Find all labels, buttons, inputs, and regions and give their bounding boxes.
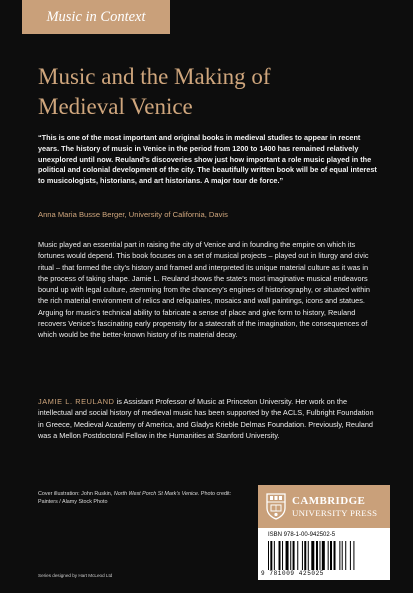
cover-credit-prefix: Cover illustration: John Ruskin, (38, 491, 114, 497)
barcode-bar (282, 541, 283, 570)
barcode-bar (293, 541, 295, 570)
book-title (38, 62, 378, 122)
publisher-name-line2: UNIVERSITY PRESS (292, 507, 378, 518)
cover-credit-artwork: North West Porch St Mark’s Venice (113, 491, 198, 497)
barcode-bar (319, 541, 320, 570)
barcode-bar (304, 541, 306, 570)
barcode-bar (342, 541, 343, 570)
book-description: Music played an essential part in raising the city of Venice and in founding the empire on which its fortunes would depend. This book focuses on a set of musical projects – played out in liturgy and civic ritual – that formed the city’s history and framed and interpreted its unique material culture as it was in the process of taking shape. Jamie L. Reuland shows the state’s most imaginative musical endeavors bound up with legal culture, stemming from the chancery’s engines of historiography, or situated within the rich material environment of relics and reliquaries, mosaics and wall paintings, icons and statues. Arguing for music’s technical ability to fabricate a sense of place and give form to history, Reuland recovers Venice’s fascinating early propensity for a statecraft of the imagination, the consequences of which would be the better-known history of its material decay. (38, 240, 371, 340)
barcode-bar (274, 541, 275, 570)
barcode-bar (279, 541, 281, 570)
barcode-bar (286, 541, 289, 570)
barcode-bar (302, 541, 303, 570)
author-bio (38, 396, 380, 441)
barcode-bar (334, 541, 336, 570)
cover-credit-suffix: . Photo credit: Painters / Alamy Stock Photo (38, 491, 232, 506)
author-bio-text: is Assistant Professor of Music at Princeton University. Her work on the intellectual and social history of medieval music has been supported by the ACLS, Fulbright Foundation in Greece, Medieval Academy of America, and Gladys Krieble Delmas Foundation. Previously, Reuland was a Mellon Postdoctoral Fellow in the Humanities at Stanford University. (38, 397, 374, 440)
series-design-credit: Series designed by Hart McLeod Ltd (38, 573, 113, 578)
book-title-line1: Music and the Making of (38, 64, 271, 89)
barcode-bar (297, 541, 298, 570)
shield-icon (266, 493, 286, 520)
barcode-bar (316, 541, 318, 570)
barcode-bar (353, 541, 354, 570)
series-label: Music in Context (22, 0, 170, 34)
barcode-bar (350, 541, 351, 570)
endorsement-quote: “This is one of the most important and original books in medieval studies to appear in recent years. The history of music in Venice in the period from 1200 to 1400 has remained relatively unexplored until now. Reuland’s discoveries show just how important a role music played in the political and colonial development of the city. The beautifully written book will be of equal interest to musicologists, historians, and art historians. A major tour de force.” (38, 133, 377, 186)
author-name: JAMIE L. REULAND (38, 397, 115, 406)
barcode-bar (339, 541, 340, 570)
publisher-logo (258, 485, 390, 528)
barcode-bar (330, 541, 332, 570)
barcode-bar (268, 541, 269, 570)
isbn-label: ISBN 978-1-00-942502-5 (268, 532, 336, 538)
book-title-line2: Medieval Venice (38, 94, 193, 119)
cover-credit (38, 490, 243, 507)
barcode-bars (268, 541, 380, 570)
barcode-digits: 9 781009 425025 (261, 570, 325, 577)
barcode-bar (328, 541, 329, 570)
barcode-bar (270, 541, 272, 570)
barcode-bar (290, 541, 291, 570)
barcode-bar (345, 541, 346, 570)
endorser-attribution: Anna Maria Busse Berger, University of California, Davis (38, 210, 228, 219)
barcode-bar (322, 541, 325, 570)
barcode (258, 528, 390, 580)
barcode-bar (308, 541, 309, 570)
publisher-name-line1: CAMBRIDGE (292, 494, 366, 507)
barcode-bar (311, 541, 314, 570)
